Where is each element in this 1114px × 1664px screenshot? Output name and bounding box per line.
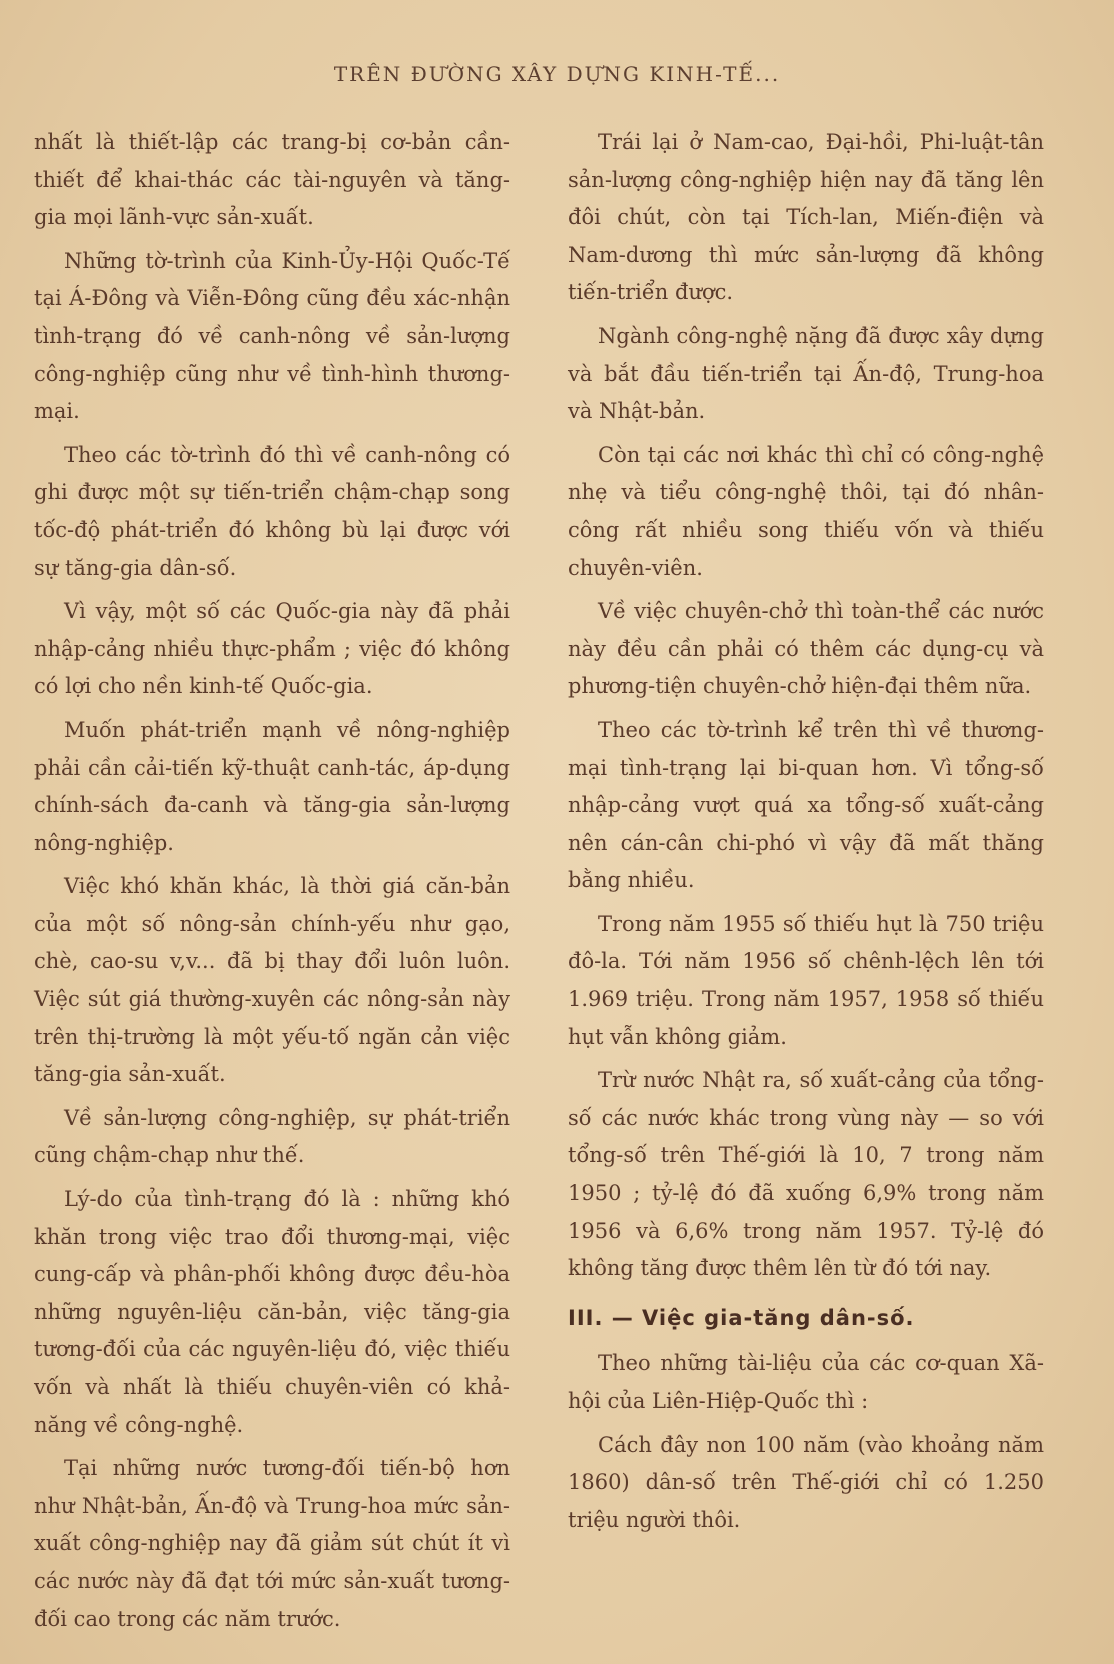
left-column [34, 124, 510, 1644]
paragraph: Những tờ-trình của Kinh-Ủy-Hội Quốc-Tế tại Á-Đông và Viễn-Đông cũng đều xác-nhận tình-trạng đó về canh-nông về sản-lượng công-nghiệp cũng như về tình-hình thương-mại. [34, 248, 510, 424]
paragraph: Muốn phát-triển mạnh về nông-nghiệp phải cần cải-tiến kỹ-thuật canh-tác, áp-dụng chính-sách đa-canh và tăng-gia sản-lượng nông-nghiệp. [34, 717, 510, 855]
paragraph: Còn tại các nơi khác thì chỉ có công-nghệ nhẹ và tiểu công-nghệ thôi, tại đó nhân-công rất nhiều song thiếu vốn và thiếu chuyên-viên. [568, 442, 1044, 580]
paragraph: Về việc chuyên-chở thì toàn-thể các nước này đều cần phải có thêm các dụng-cụ và phương-tiện chuyên-chở hiện-đại thêm nữa. [568, 599, 1044, 699]
paragraph: Tại những nước tương-đối tiến-bộ hơn như Nhật-bản, Ấn-độ và Trung-hoa mức sản-xuất công-nghiệp nay đã giảm sút chút ít vì các nước này đã đạt tới mức sản-xuất tương-đối cao trong các năm trước. [34, 1456, 510, 1631]
paragraph: Theo những tài-liệu của các cơ-quan Xã-hội của Liên-Hiệp-Quốc thì : [568, 1351, 1044, 1413]
section-heading: III. — Việc gia-tăng dân-số. [568, 1305, 915, 1330]
paragraph: Trừ nước Nhật ra, số xuất-cảng của tổng-số các nước khác trong vùng này — so với tổng-số trên Thế-giới là 10, 7 trong năm 1950 ; tỷ-lệ đó đã xuống 6,9% trong năm 1956 và 6,6% trong năm 1957. Tỷ-lệ đó không tăng được thêm lên từ đó tới nay. [568, 1068, 1044, 1281]
paragraph: Theo các tờ-trình đó thì về canh-nông có ghi được một sự tiến-triển chậm-chạp song tốc-độ phát-triển đó không bù lại được với sự tăng-gia dân-số. [34, 442, 510, 580]
paragraph: Trái lại ở Nam-cao, Đại-hồi, Phi-luật-tân sản-lượng công-nghiệp hiện nay đã tăng lên đôi chút, còn tại Tích-lan, Miến-điện và Nam-dương thì mức sản-lượng đã không tiến-triển được. [568, 130, 1044, 305]
running-head: TRÊN ĐƯỜNG XÂY DỰNG KINH-TẾ... [333, 62, 781, 86]
paragraph: Về sản-lượng công-nghiệp, sự phát-triển cũng chậm-chạp như thế. [34, 1105, 510, 1168]
paragraph: Theo các tờ-trình kể trên thì về thương-mại tình-trạng lại bi-quan hơn. Vì tổng-số nhập-cảng vượt quá xa tổng-số xuất-cảng nên cán-cân chi-phó vì vậy đã mất thăng bằng nhiều. [568, 717, 1044, 893]
paragraph: Ngành công-nghệ nặng đã được xây dựng và bắt đầu tiến-triển tại Ấn-độ, Trung-hoa và Nhật-bản. [568, 323, 1044, 424]
paragraph: Vì vậy, một số các Quốc-gia này đã phải nhập-cảng nhiều thực-phẩm ; việc đó không có lợi cho nền kinh-tế Quốc-gia. [34, 599, 510, 699]
paragraph: Lý-do của tình-trạng đó là : những khó khăn trong việc trao đổi thương-mại, việc cung-cấp và phân-phối không được đều-hòa những nguyên-liệu căn-bản, việc tăng-gia tương-đối của các nguyên-liệu đó, việc thiếu vốn và nhất là thiếu chuyên-viên có khả-năng về công-nghệ. [34, 1187, 510, 1437]
paragraph: nhất là thiết-lập các trang-bị cơ-bản cần-thiết để khai-thác các tài-nguyên và tăng-gia mọi lãnh-vực sản-xuất. [34, 130, 510, 230]
paragraph: Việc khó khăn khác, là thời giá căn-bản của một số nông-sản chính-yếu như gạo, chè, cao-su v,v... đã bị thay đổi luôn luôn. Việc sút giá thường-xuyên các nông-sản này trên thị-trường là một yếu-tố ngăn cản việc tăng-gia sản-xuất. [34, 874, 510, 1087]
paragraph: Cách đây non 100 năm (vào khoảng năm 1860) dân-số trên Thế-giới chỉ có 1.250 triệu người thôi. [568, 1432, 1044, 1532]
paragraph: Trong năm 1955 số thiếu hụt là 750 triệu đô-la. Tới năm 1956 số chênh-lệch lên tới 1.969 triệu. Trong năm 1957, 1958 số thiếu hụt vẫn không giảm. [568, 911, 1044, 1049]
right-column [568, 124, 1044, 1545]
